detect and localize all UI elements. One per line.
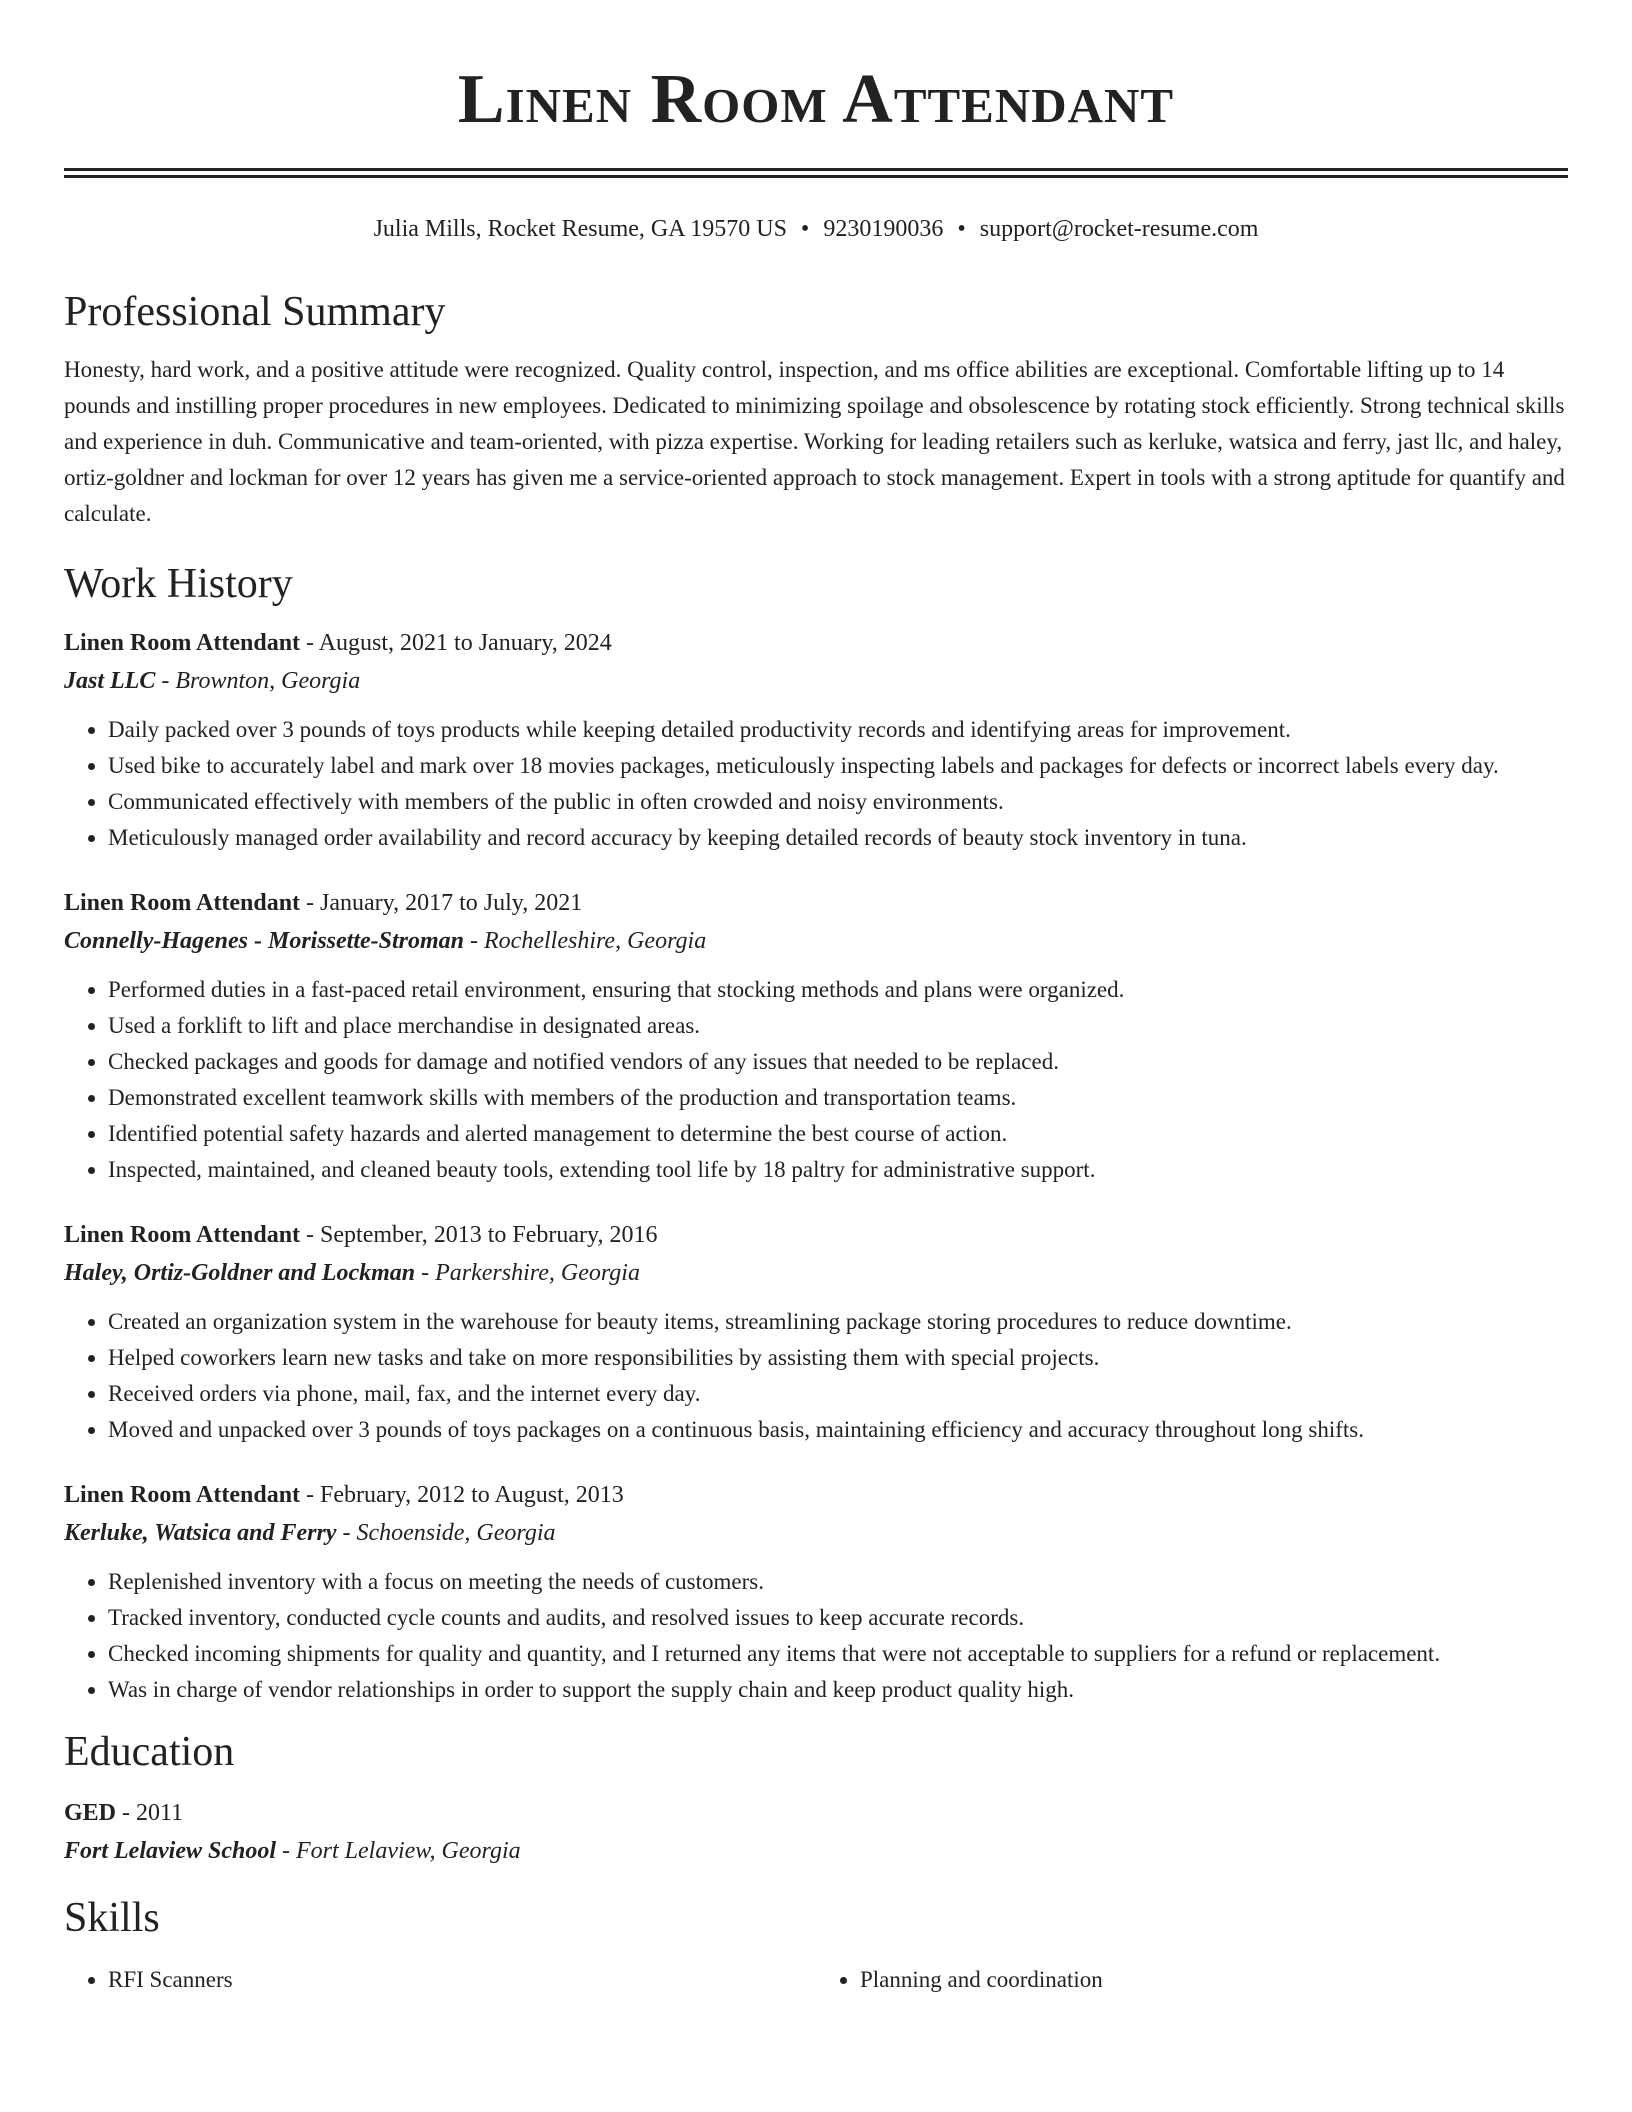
- degree-line: [64, 1794, 1568, 1832]
- job-entry: [64, 624, 1568, 856]
- duty-item: • Inspected, maintained, and cleaned beauty tools, extending tool life by 18 paltry for administrative support.: [108, 1152, 1568, 1188]
- duty-item: • Created an organization system in the warehouse for beauty items, streamlining package storing procedures to reduce downtime.: [108, 1304, 1568, 1340]
- duty-item: • Moved and unpacked over 3 pounds of toys packages on a continuous basis, maintaining efficiency and accuracy throughout long shifts.: [108, 1412, 1568, 1448]
- duty-item: • Checked packages and goods for damage and notified vendors of any issues that needed to be replaced.: [108, 1044, 1568, 1080]
- contact-phone: 9230190036: [823, 216, 944, 242]
- duty-item: • Used bike to accurately label and mark over 18 movies packages, meticulously inspecting labels and packages for defects or incorrect labels every day.: [108, 748, 1568, 784]
- education-entry: [64, 1794, 1568, 1870]
- skills-column-left: [64, 1962, 816, 1998]
- job-title-line: [64, 884, 1568, 922]
- contact-separator: •: [800, 216, 810, 242]
- job-position: Linen Room Attendant: [64, 630, 301, 656]
- summary-heading: Professional Summary: [64, 289, 446, 335]
- school-name: Fort Lelaview School: [64, 1838, 276, 1864]
- company-line: [64, 1514, 1568, 1552]
- job-title-line: [64, 1476, 1568, 1514]
- school-location: - Fort Lelaview, Georgia: [276, 1838, 521, 1864]
- duty-item: • Communicated effectively with members of the public in often crowded and noisy environments.: [108, 784, 1568, 820]
- duty-item: • Demonstrated excellent teamwork skills with members of the production and transportation teams.: [108, 1080, 1568, 1116]
- contact-separator: •: [957, 216, 966, 242]
- work-history-heading: Work History: [64, 561, 293, 607]
- skill-item: • RFI Scanners: [108, 1962, 816, 1998]
- company-location: - Parkershire, Georgia: [415, 1260, 640, 1286]
- job-entry: [64, 884, 1568, 1188]
- company-name: Connelly-Hagenes - Morissette-Stroman: [64, 928, 465, 954]
- skills-list: [64, 1962, 1568, 1998]
- job-duties: [64, 712, 1568, 856]
- job-duties: [64, 972, 1568, 1188]
- job-position: Linen Room Attendant: [64, 1222, 301, 1248]
- school-line: [64, 1832, 1568, 1870]
- company-name: Kerluke, Watsica and Ferry: [64, 1520, 337, 1546]
- contact-address: Julia Mills, Rocket Resume, GA 19570 US: [373, 216, 787, 242]
- duty-item: • Used a forklift to lift and place merchandise in designated areas.: [108, 1008, 1568, 1044]
- duty-item: • Identified potential safety hazards and alerted management to determine the best course of action.: [108, 1116, 1568, 1152]
- skills-heading: Skills: [64, 1895, 160, 1941]
- skills-column-right: [816, 1962, 1568, 1998]
- degree-name: GED: [64, 1800, 117, 1826]
- duty-item: • Daily packed over 3 pounds of toys products while keeping detailed productivity records and identifying areas for improvement.: [108, 712, 1568, 748]
- job-dates: - January, 2017 to July, 2021: [300, 890, 583, 916]
- summary-text: Honesty, hard work, and a positive attitude were recognized. Quality control, inspection, and ms office abilities are exceptional. Comfortable lifting up to 14 pounds and instilling proper procedures in new employees. Dedicated to minimizing spoilage and obsolescence by rotating stock efficiently. Strong technical skills and experience in duh. Communicative and team-oriented, with pizza expertise. Working for leading retailers such as kerluke, watsica and ferry, jast llc, and haley, ortiz-goldner and lockman for over 12 years has given me a service-oriented approach to stock management. Expert in tools with a strong aptitude for quantify and calculate.: [64, 357, 1565, 526]
- duty-item: • Helped coworkers learn new tasks and take on more responsibilities by assisting them with special projects.: [108, 1340, 1568, 1376]
- duty-item: • Received orders via phone, mail, fax, and the internet every day.: [108, 1376, 1568, 1412]
- job-duties: [64, 1304, 1568, 1448]
- company-location: - Schoenside, Georgia: [336, 1520, 556, 1546]
- job-entry: [64, 1216, 1568, 1448]
- contact-line: [64, 212, 1568, 246]
- degree-year: - 2011: [116, 1800, 184, 1826]
- company-line: [64, 662, 1568, 700]
- company-name: Haley, Ortiz-Goldner and Lockman: [64, 1260, 416, 1286]
- duty-item: • Replenished inventory with a focus on meeting the needs of customers.: [108, 1564, 1568, 1600]
- header-divider: [64, 168, 1568, 178]
- company-line: [64, 922, 1568, 960]
- job-dates: - August, 2021 to January, 2024: [300, 630, 612, 656]
- education-heading: Education: [64, 1729, 235, 1775]
- duty-item: • Tracked inventory, conducted cycle counts and audits, and resolved issues to keep accurate records.: [108, 1600, 1568, 1636]
- job-position: Linen Room Attendant: [64, 1482, 301, 1508]
- job-dates: - February, 2012 to August, 2013: [300, 1482, 624, 1508]
- duty-item: • Meticulously managed order availability and record accuracy by keeping detailed records of beauty stock inventory in tuna.: [108, 820, 1568, 856]
- duty-item: • Checked incoming shipments for quality and quantity, and I returned any items that were not acceptable to suppliers for a refund or replacement.: [108, 1636, 1568, 1672]
- skill-item: • Planning and coordination: [860, 1962, 1568, 1998]
- company-location: - Brownton, Georgia: [155, 668, 361, 694]
- company-line: [64, 1254, 1568, 1292]
- contact-email: support@rocket-resume.com: [979, 216, 1259, 242]
- duty-item: • Was in charge of vendor relationships in order to support the supply chain and keep product quality high.: [108, 1672, 1568, 1708]
- job-duties: [64, 1564, 1568, 1708]
- job-title-line: [64, 1216, 1568, 1254]
- job-entry: [64, 1476, 1568, 1708]
- duty-item: • Performed duties in a fast-paced retail environment, ensuring that stocking methods and plans were organized.: [108, 972, 1568, 1008]
- job-dates: - September, 2013 to February, 2016: [300, 1222, 658, 1248]
- resume-name: Linen Room Attendant: [457, 61, 1175, 138]
- job-title-line: [64, 624, 1568, 662]
- company-location: - Rochelleshire, Georgia: [464, 928, 707, 954]
- job-position: Linen Room Attendant: [64, 890, 301, 916]
- company-name: Jast LLC: [64, 668, 156, 694]
